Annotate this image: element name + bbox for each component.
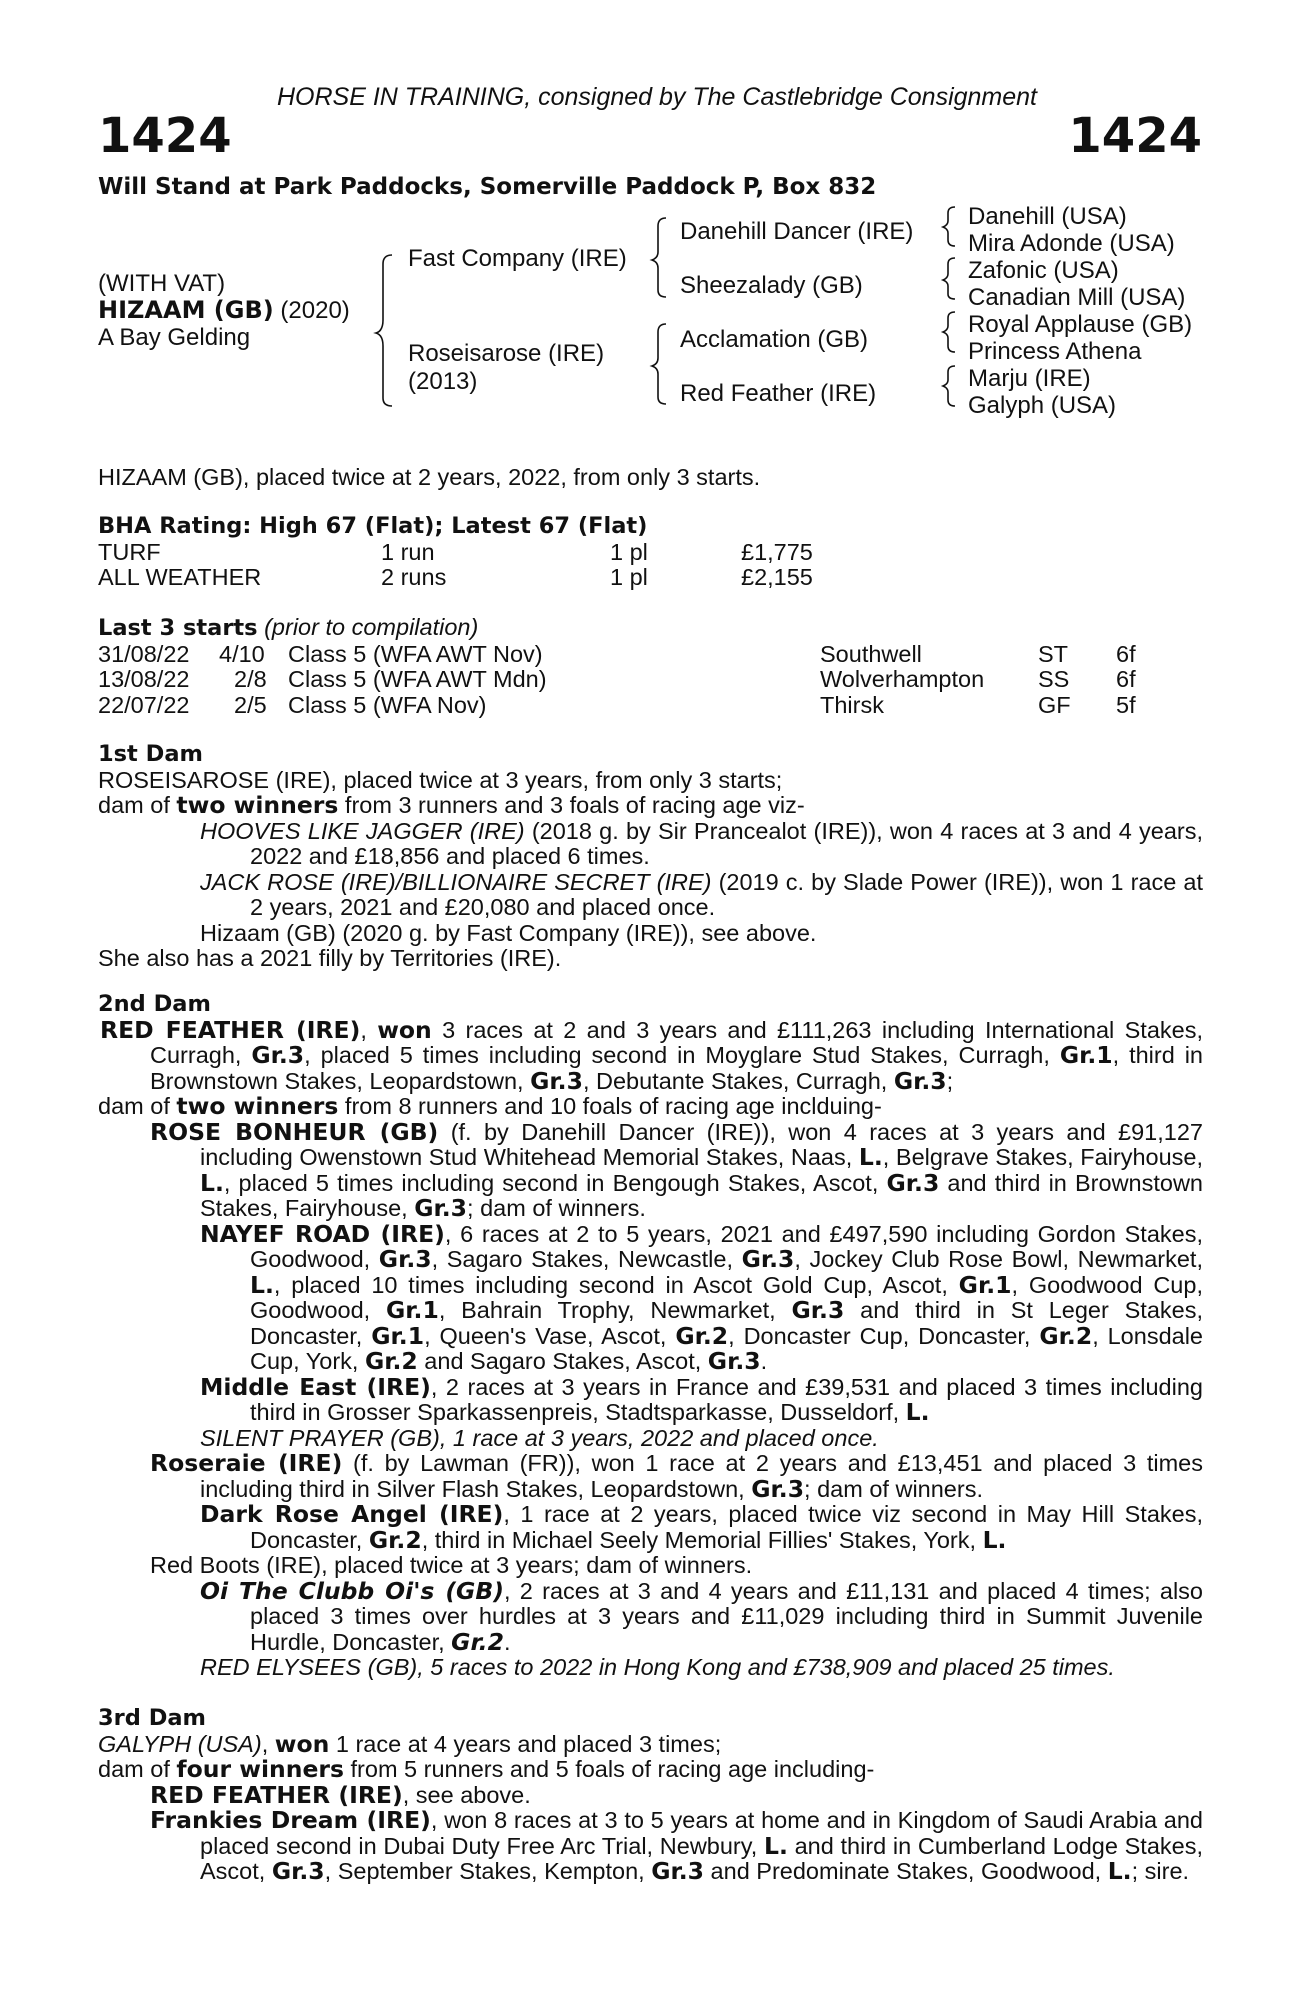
third-dam-record: GALYPH (USA), won 1 race at 4 years and placed 3 times; <box>98 1729 722 1758</box>
text: , placed 5 times including second in Moyglare Stud Stakes, Curragh, <box>304 1042 1060 1068</box>
grade: Gr.1 <box>386 1296 439 1324</box>
text: dam of <box>98 792 177 818</box>
horse-name: HIZAAM (GB) <box>98 296 274 324</box>
grade: Gr.3 <box>791 1296 845 1324</box>
grade: Gr.3 <box>886 1168 940 1197</box>
grade: Gr.1 <box>1059 1041 1113 1069</box>
text: ; sire. <box>1131 1858 1190 1884</box>
offspring-entry: Hizaam (GB) (2020 g. by Fast Company (IRE)), see above. <box>200 919 817 946</box>
text: , Goodwood Cup, Goodwood, <box>250 1271 1203 1323</box>
offspring-entry <box>98 819 1203 870</box>
start-date: 22/07/22 <box>98 691 190 718</box>
text: , won 8 races at 3 to 5 years at home and in Kingdom of Saudi Arabia and placed second in Dubai Duty Free Arc Trial, Newbury, <box>200 1807 1203 1859</box>
dam-name: RED FEATHER (IRE) <box>100 1015 361 1044</box>
start-position: 2/8 <box>234 666 267 692</box>
offspring-name: NAYEF ROAD (IRE) <box>200 1219 445 1248</box>
rating-row-all-weather <box>98 565 1203 591</box>
grade: Gr.2 <box>451 1627 504 1656</box>
start-course: Southwell <box>820 640 922 667</box>
text: , 6 races at 2 to 5 years, 2021 and £497,590 including Gordon Stakes, Goodwood, <box>250 1220 1203 1272</box>
start-position: 2/5 <box>234 691 267 718</box>
grade: Gr.3 <box>893 1066 947 1095</box>
text: and third in Cumberland Lodge Stakes, Ascot, <box>200 1832 1203 1884</box>
text: , 2 races at 3 years in France and £39,531 and placed 3 times including third in Grosser Sparkassenpreis, Stadtsparkasse, Dusseldorf, <box>250 1373 1203 1425</box>
race-summary: HIZAAM (GB), placed twice at 2 years, 2022, from only 3 starts. <box>98 464 761 490</box>
text: , placed 10 times including second in Ascot Gold Cup, Ascot, <box>273 1271 959 1298</box>
text: , September Stakes, Kempton, <box>324 1858 652 1884</box>
offspring-entry <box>98 1451 1203 1502</box>
stand-location: Will Stand at Park Paddocks, Somerville Paddock P, Box 832 <box>98 174 877 200</box>
grade: Gr.3 <box>651 1857 705 1885</box>
offspring-name: Frankies Dream (IRE) <box>150 1806 431 1834</box>
start-distance: 5f <box>1116 691 1136 718</box>
last-starts-section <box>98 615 1203 718</box>
text: ; dam of winners. <box>804 1475 983 1502</box>
start-date: 31/08/22 <box>98 640 190 667</box>
offspring-name: Middle East (IRE) <box>200 1372 431 1401</box>
grade: Gr.3 <box>251 1041 305 1069</box>
runs: 2 runs <box>381 564 447 590</box>
placed: 1 pl <box>610 538 648 565</box>
second-dam-section <box>98 992 1203 1681</box>
third-dam-produce-line <box>98 1757 1203 1783</box>
pedigree-g5: Royal Applause (GB) <box>968 311 1193 338</box>
text: from 8 runners and 10 foals of racing age inclduing- <box>338 1093 882 1119</box>
second-dam-produce-line <box>98 1094 1203 1120</box>
offspring-name: Dark Rose Angel (IRE) <box>200 1500 504 1528</box>
pedigree-g4: Canadian Mill (USA) <box>968 284 1186 311</box>
text: (f. by Lawman (FR)), won 1 race at 2 years and £13,451 and placed 3 times including third in Silver Flash Stakes, Leopardstown, <box>200 1450 1203 1502</box>
start-race: Class 5 (WFA AWT Mdn) <box>288 666 547 692</box>
grade: Gr.3 <box>414 1194 468 1222</box>
grade: L. <box>1107 1857 1132 1885</box>
offspring-name: RED FEATHER (IRE) <box>150 1780 403 1809</box>
pedigree-g1: Danehill (USA) <box>968 203 1127 230</box>
text: ; <box>946 1067 954 1094</box>
first-dam-note: She also has a 2021 filly by Territories (IRE). <box>98 945 562 971</box>
offspring-name: Oi The Clubb Oi's (GB) <box>200 1576 504 1605</box>
offspring-entry <box>98 1117 1204 1222</box>
pedigree-g7: Marju (IRE) <box>968 365 1091 392</box>
text: , see above. <box>402 1781 531 1808</box>
rating-section <box>98 514 1203 591</box>
grade: Gr.3 <box>271 1857 325 1885</box>
offspring-name: ROSE BONHEUR (GB) <box>150 1117 439 1146</box>
offspring-name: HOOVES LIKE JAGGER (IRE) <box>200 817 525 844</box>
start-row <box>98 642 1203 668</box>
grade: L. <box>763 1831 788 1860</box>
prize: £2,155 <box>741 564 813 590</box>
surface: TURF <box>98 538 161 565</box>
text: , Queen's Vase, Ascot, <box>424 1322 676 1349</box>
first-dam-produce-line <box>98 793 1203 819</box>
text: , 2 races at 3 and 4 years and £11,131 and placed 4 times; also placed 3 times over hurdles at 3 years and £11,029 including third in Summit Juvenile Hurdle, Doncaster, <box>250 1577 1203 1655</box>
pedigree-sire-dam: Sheezalady (GB) <box>680 272 863 299</box>
start-going: SS <box>1038 666 1070 692</box>
pedigree-dam-dam: Red Feather (IRE) <box>680 380 877 407</box>
dam-name: GALYPH (USA) <box>98 1730 262 1757</box>
third-dam-section <box>98 1706 1203 1885</box>
grade: Gr.2 <box>364 1347 418 1375</box>
offspring-entry <box>98 1780 1203 1809</box>
pedigree-dam-year: (2013) <box>408 368 478 395</box>
grand-offspring-entry <box>98 1372 1203 1426</box>
start-course: Thirsk <box>820 691 884 718</box>
start-row <box>98 667 1203 693</box>
offspring-name: JACK ROSE (IRE)/BILLIONAIRE SECRET (IRE) <box>200 868 712 895</box>
text: (f. by Danehill Dancer (IRE)), won 4 races at 3 years and £91,127 including Owenstown Stud Whitehead Memorial Stakes, Naas, <box>200 1118 1203 1170</box>
grand-offspring-entry: RED ELYSEES (GB), 5 races to 2022 in Hong Kong and £738,909 and placed 25 times. <box>200 1654 1115 1680</box>
last-starts-title <box>98 615 1203 642</box>
text: , Debutante Stakes, Curragh, <box>582 1067 894 1094</box>
grade: Gr.3 <box>741 1245 795 1273</box>
grade: Gr.2 <box>1039 1321 1093 1350</box>
text: and third in Brownstown Stakes, Fairyhouse, <box>200 1169 1203 1221</box>
text: and third in St Leger Stakes, Doncaster, <box>250 1297 1203 1349</box>
pedigree-g6: Princess Athena <box>968 338 1142 365</box>
last-starts-note: (prior to compilation) <box>264 614 479 640</box>
text: ; dam of winners. <box>467 1195 646 1221</box>
start-row <box>98 693 1203 719</box>
start-going: ST <box>1038 640 1069 667</box>
start-position: 4/10 <box>219 640 265 667</box>
grade: Gr.3 <box>378 1245 432 1273</box>
offspring-entry: Red Boots (IRE), placed twice at 3 years; dam of winners. <box>150 1552 753 1578</box>
vat-note: (WITH VAT) <box>98 270 226 297</box>
text: , Sagaro Stakes, Newcastle, <box>431 1246 742 1272</box>
start-race: Class 5 (WFA Nov) <box>288 691 487 718</box>
offspring-entry <box>98 1808 1203 1885</box>
grade: Gr.3 <box>530 1066 583 1095</box>
text: from 5 runners and 5 foals of racing age including- <box>344 1756 875 1782</box>
grade: L. <box>250 1270 274 1299</box>
summary-section <box>98 465 1203 491</box>
last-starts-heading: Last 3 starts <box>98 615 258 641</box>
grade: Gr.3 <box>707 1347 761 1375</box>
pedigree-g2: Mira Adonde (USA) <box>968 230 1175 257</box>
pedigree-dam: Roseisarose (IRE) <box>408 340 605 367</box>
first-dam-heading: 1st Dam <box>98 741 203 767</box>
winners-count: two winners <box>176 791 339 819</box>
text: 1 race at 4 years and placed 3 times; <box>329 1730 722 1757</box>
pedigree-g8: Galyph (USA) <box>968 392 1117 419</box>
grand-offspring-entry: SILENT PRAYER (GB), 1 race at 3 years, 2022 and placed once. <box>200 1424 879 1451</box>
text: and Sagaro Stakes, Ascot, <box>417 1348 708 1374</box>
third-dam-heading: 3rd Dam <box>98 1705 206 1731</box>
rating-row-turf <box>98 540 1203 566</box>
text: , third in Brownstown Stakes, Leopardstown, <box>150 1042 1204 1094</box>
first-dam-line: ROSEISAROSE (IRE), placed twice at 3 years, from only 3 starts; <box>98 766 783 793</box>
pedigree-g3: Zafonic (USA) <box>968 257 1119 284</box>
text: , 1 race at 2 years, placed twice viz second in May Hill Stakes, Doncaster, <box>250 1501 1203 1553</box>
won-label: won <box>274 1729 330 1758</box>
pedigree-sire-sire: Danehill Dancer (IRE) <box>680 218 914 245</box>
start-distance: 6f <box>1116 666 1136 692</box>
text: from 3 runners and 3 foals of racing age viz- <box>338 792 805 818</box>
grand-offspring-entry <box>98 1219 1204 1375</box>
grade: Gr.2 <box>675 1321 729 1350</box>
offspring-entry <box>98 870 1203 921</box>
second-dam-record: RED FEATHER (IRE), won 3 races at 2 and 3 years and £111,263 including International Stakes, Curragh, Gr.3, placed 5 times including second in Moyglare Stud Stakes, Curragh, Gr.1, third in Brownstown Stakes, Leopardstown, Gr.3, Debutante Stakes, Curragh, Gr.3; <box>100 1015 1204 1095</box>
consignment-header: HORSE IN TRAINING, consigned by The Castlebridge Consignment <box>276 83 1038 111</box>
grade: L. <box>200 1168 224 1197</box>
pedigree-dam-sire: Acclamation (GB) <box>680 326 869 353</box>
start-course: Wolverhampton <box>820 666 985 692</box>
winners-count: four winners <box>176 1755 344 1783</box>
offspring-record: (2018 g. by Sir Prancealot (IRE)), won 4 races at 3 and 4 years, 2022 and £18,856 and placed 6 times. <box>250 817 1203 869</box>
start-date: 13/08/22 <box>98 666 190 692</box>
text: , Doncaster Cup, Doncaster, <box>728 1322 1040 1349</box>
bha-rating-title: BHA Rating: High 67 (Flat); Latest 67 (Flat) <box>98 513 648 539</box>
text: . <box>503 1628 511 1655</box>
grade: L. <box>905 1398 930 1426</box>
first-dam-section <box>98 742 1203 972</box>
lot-number-right: 1424 <box>1068 108 1202 164</box>
placed: 1 pl <box>610 564 648 590</box>
winners-count: two winners <box>176 1092 339 1120</box>
offspring-name: Roseraie (IRE) <box>150 1449 343 1477</box>
offspring-record: (2019 c. by Slade Power (IRE)), won 1 race at 2 years, 2021 and £20,080 and placed once. <box>250 868 1203 920</box>
start-distance: 6f <box>1116 640 1136 667</box>
text: and Predominate Stakes, Goodwood, <box>704 1858 1108 1884</box>
text: dam of <box>98 1093 177 1119</box>
surface: ALL WEATHER <box>98 564 262 590</box>
lot-number-left: 1424 <box>98 108 232 164</box>
grade: Gr.2 <box>368 1525 422 1554</box>
runs: 1 run <box>381 538 435 565</box>
text: , placed 5 times including second in Bengough Stakes, Ascot, <box>223 1169 887 1196</box>
grade: Gr.1 <box>958 1270 1012 1299</box>
grand-offspring-entry <box>98 1576 1203 1656</box>
won-label: won <box>377 1015 432 1044</box>
text: , third in Michael Seely Memorial Fillies' Stakes, York, <box>421 1526 983 1553</box>
text: , Bahrain Trophy, Newmarket, <box>438 1297 792 1323</box>
pedigree-sire: Fast Company (IRE) <box>408 245 627 272</box>
text: , Belgrave Stakes, Fairyhouse, <box>882 1144 1204 1170</box>
horse-description: A Bay Gelding <box>98 324 251 351</box>
grade: Gr.3 <box>751 1474 805 1503</box>
grade: L. <box>982 1525 1007 1554</box>
grand-offspring-entry <box>98 1502 1203 1553</box>
grade: L. <box>858 1143 883 1171</box>
text: 3 races at 2 and 3 years and £111,263 including International Stakes, Curragh, <box>150 1016 1203 1068</box>
horse-year: (2020) <box>280 297 350 324</box>
start-going: GF <box>1038 691 1071 718</box>
start-race: Class 5 (WFA AWT Nov) <box>288 640 543 667</box>
second-dam-heading: 2nd Dam <box>98 991 211 1017</box>
text: , Jockey Club Rose Bowl, Newmarket, <box>794 1246 1203 1272</box>
prize: £1,775 <box>741 538 813 565</box>
text: , Lonsdale Cup, York, <box>250 1322 1204 1374</box>
text: dam of <box>98 1756 177 1782</box>
grade: Gr.1 <box>371 1321 425 1350</box>
text: . <box>760 1348 768 1374</box>
